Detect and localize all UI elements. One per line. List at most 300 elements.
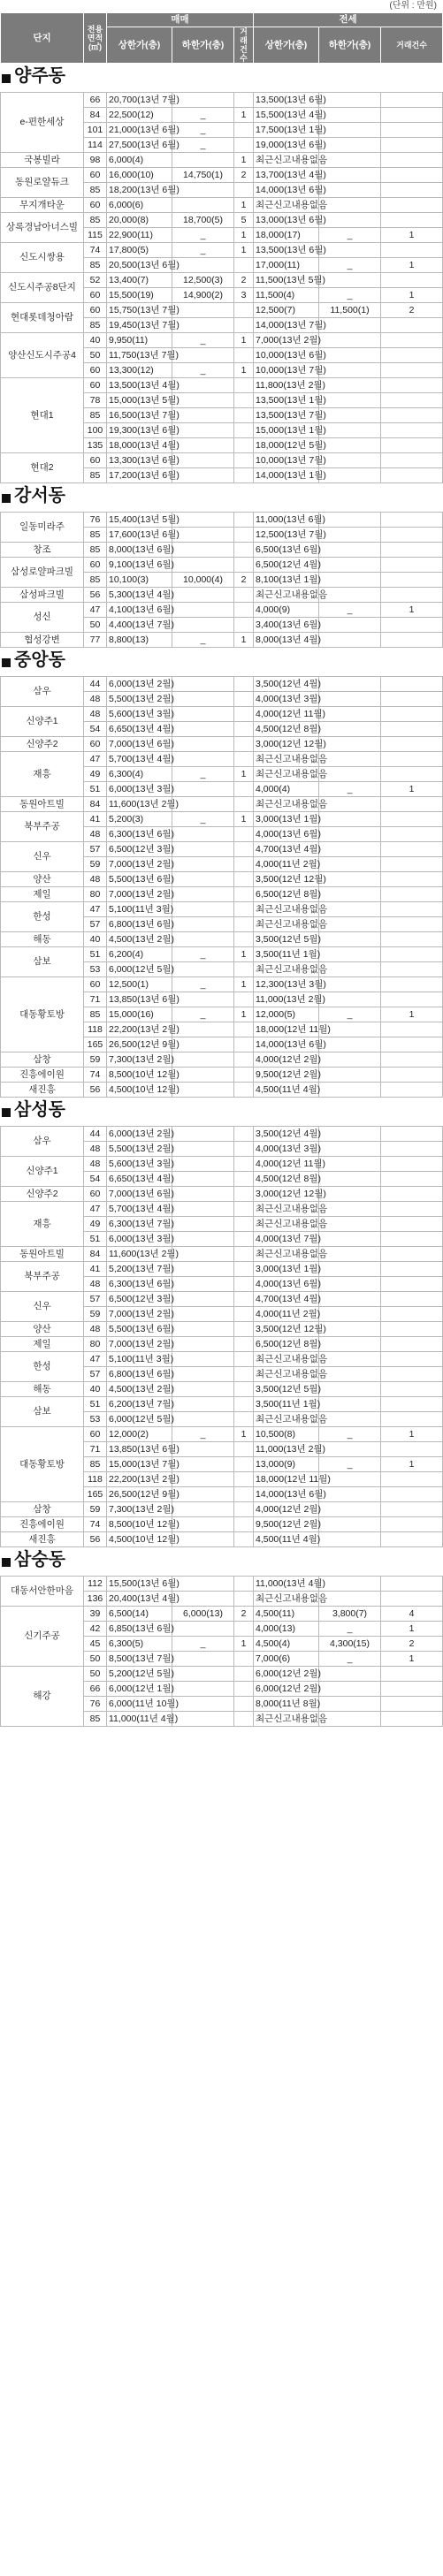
cell-jeonse-upper: 6,500(12년 4월): [254, 558, 319, 573]
cell-area: 51: [84, 1232, 107, 1247]
cell-jeonse-count: [381, 962, 443, 977]
cell-jeonse-count: [381, 1517, 443, 1532]
cell-sale-upper: 4,400(13년 7월): [107, 618, 172, 633]
cell-complex: 한성: [1, 902, 84, 932]
cell-jeonse-lower: _: [319, 258, 381, 273]
cell-sale-count: [234, 992, 254, 1007]
cell-jeonse-upper: 7,000(13년 2월): [254, 333, 319, 348]
section-table: [0, 1126, 443, 1547]
header-jeonse-lower: 하한가(층): [319, 27, 381, 64]
cell-sale-upper: 5,600(13년 3월): [107, 1157, 172, 1172]
cell-area: 48: [84, 827, 107, 842]
cell-area: 85: [84, 318, 107, 333]
cell-jeonse-upper: 10,000(13년 7월): [254, 453, 319, 468]
cell-jeonse-upper: 3,000(13년 1월): [254, 812, 319, 827]
cell-jeonse-upper: 4,500(11년 4월): [254, 1083, 319, 1098]
table-row: [1, 588, 443, 603]
cell-jeonse-lower: [319, 1127, 381, 1142]
cell-jeonse-upper: 3,500(11년 1월): [254, 947, 319, 962]
cell-jeonse-upper: 3,000(12년 12월): [254, 1187, 319, 1202]
table-row: [1, 932, 443, 947]
cell-jeonse-upper: 10,500(8): [254, 1427, 319, 1442]
cell-jeonse-lower: [319, 453, 381, 468]
table-row: [1, 333, 443, 348]
cell-jeonse-lower: [319, 1142, 381, 1157]
header-sale-lower: 하한가(층): [172, 27, 234, 64]
table-row: [1, 812, 443, 827]
cell-sale-upper: 9,950(11): [107, 333, 172, 348]
cell-jeonse-upper: 10,000(13년 6월): [254, 348, 319, 363]
cell-sale-count: [234, 513, 254, 528]
cell-area: 85: [84, 1712, 107, 1727]
cell-sale-upper: 6,000(13년 2월): [107, 1127, 172, 1142]
cell-sale-upper: 6,650(13년 4월): [107, 1172, 172, 1187]
cell-sale-count: [234, 1157, 254, 1172]
cell-complex: 양산: [1, 872, 84, 887]
cell-jeonse-lower: [319, 812, 381, 827]
cell-jeonse-upper: 최근신고내용없음: [254, 1352, 319, 1367]
cell-jeonse-upper: 4,000(12년 2월): [254, 1502, 319, 1517]
cell-jeonse-upper: 4,000(12년 11월): [254, 1157, 319, 1172]
cell-sale-lower: [172, 1202, 234, 1217]
header-area: 전용면적(㎡): [84, 13, 107, 64]
cell-jeonse-lower: [319, 438, 381, 453]
cell-sale-upper: 22,500(12): [107, 108, 172, 123]
cell-jeonse-count: [381, 797, 443, 812]
cell-jeonse-lower: [319, 992, 381, 1007]
cell-jeonse-count: [381, 917, 443, 932]
cell-sale-count: [234, 887, 254, 902]
cell-area: 47: [84, 603, 107, 618]
cell-jeonse-upper: 4,700(13년 4월): [254, 842, 319, 857]
table-row: [1, 1577, 443, 1592]
cell-jeonse-count: [381, 1367, 443, 1382]
cell-sale-lower: _: [172, 633, 234, 648]
cell-jeonse-count: 1: [381, 258, 443, 273]
cell-jeonse-lower: [319, 633, 381, 648]
cell-complex: 동원아트빌: [1, 1247, 84, 1262]
cell-area: 56: [84, 1532, 107, 1547]
cell-sale-count: [234, 603, 254, 618]
cell-sale-count: [234, 1517, 254, 1532]
cell-sale-upper: 26,500(12년 9월): [107, 1037, 172, 1052]
section-1: [0, 483, 442, 648]
cell-sale-upper: 20,400(13년 4월): [107, 1592, 172, 1607]
cell-jeonse-lower: [319, 857, 381, 872]
cell-sale-count: [234, 692, 254, 707]
table-row: [1, 558, 443, 573]
cell-area: 74: [84, 243, 107, 258]
cell-jeonse-upper: 14,000(13년 1월): [254, 468, 319, 483]
cell-sale-count: [234, 438, 254, 453]
cell-sale-count: 1: [234, 812, 254, 827]
cell-sale-count: [234, 348, 254, 363]
cell-jeonse-lower: [319, 827, 381, 842]
cell-sale-upper: 22,200(13년 2월): [107, 1472, 172, 1487]
cell-sale-upper: 8,000(13년 6월): [107, 543, 172, 558]
cell-jeonse-count: [381, 1712, 443, 1727]
cell-jeonse-count: [381, 1068, 443, 1083]
cell-complex: 삼성파크빌: [1, 588, 84, 603]
square-bullet-icon: [2, 658, 11, 667]
cell-area: 44: [84, 1127, 107, 1142]
table-row: [1, 633, 443, 648]
cell-jeonse-count: [381, 992, 443, 1007]
cell-sale-upper: 7,000(13년 6월): [107, 737, 172, 752]
cell-sale-lower: [172, 1083, 234, 1098]
cell-sale-upper: 7,000(13년 2월): [107, 1337, 172, 1352]
cell-jeonse-count: [381, 1487, 443, 1502]
cell-jeonse-count: 2: [381, 303, 443, 318]
cell-sale-upper: 26,500(12년 9월): [107, 1487, 172, 1502]
cell-sale-upper: 6,500(12년 3월): [107, 842, 172, 857]
cell-sale-upper: 6,650(13년 4월): [107, 722, 172, 737]
cell-area: 48: [84, 1142, 107, 1157]
cell-jeonse-count: [381, 168, 443, 183]
cell-complex: 신양주1: [1, 707, 84, 737]
cell-complex: 신양주2: [1, 1187, 84, 1202]
cell-sale-upper: 19,450(13년 7월): [107, 318, 172, 333]
header-jeonse-count: 거래건수: [381, 27, 443, 64]
cell-sale-lower: [172, 1487, 234, 1502]
cell-jeonse-upper: 13,500(13년 7월): [254, 408, 319, 423]
cell-sale-lower: [172, 1622, 234, 1637]
cell-sale-upper: 15,000(13년 7월): [107, 1457, 172, 1472]
cell-complex: 대동서안한마음: [1, 1577, 84, 1607]
cell-jeonse-lower: [319, 1172, 381, 1187]
cell-sale-upper: 6,500(14): [107, 1607, 172, 1622]
cell-area: 98: [84, 153, 107, 168]
cell-sale-lower: [172, 1682, 234, 1697]
section-table: [0, 676, 443, 1098]
cell-sale-count: 1: [234, 363, 254, 378]
cell-jeonse-count: [381, 752, 443, 767]
cell-complex: 해강: [1, 1667, 84, 1727]
cell-jeonse-count: [381, 1397, 443, 1412]
cell-jeonse-lower: [319, 1157, 381, 1172]
cell-sale-upper: 11,600(13년 2월): [107, 797, 172, 812]
cell-area: 57: [84, 842, 107, 857]
cell-area: 52: [84, 273, 107, 288]
cell-jeonse-upper: 최근신고내용없음: [254, 962, 319, 977]
cell-jeonse-upper: 3,500(12년 5월): [254, 932, 319, 947]
table-row: [1, 378, 443, 393]
cell-sale-count: 1: [234, 198, 254, 213]
cell-sale-upper: 5,600(13년 3월): [107, 707, 172, 722]
cell-area: 101: [84, 123, 107, 138]
cell-jeonse-upper: 4,000(13): [254, 1622, 319, 1637]
table-row: [1, 1382, 443, 1397]
cell-jeonse-upper: 4,500(11년 4월): [254, 1532, 319, 1547]
cell-sale-count: [234, 1187, 254, 1202]
cell-sale-count: [234, 1217, 254, 1232]
cell-sale-count: [234, 1232, 254, 1247]
cell-jeonse-upper: 18,000(12년 11월): [254, 1472, 319, 1487]
cell-sale-lower: [172, 737, 234, 752]
cell-sale-lower: [172, 917, 234, 932]
cell-jeonse-count: [381, 827, 443, 842]
section-title-text: 삼숭동: [14, 1550, 65, 1569]
table-row: [1, 752, 443, 767]
cell-complex: 창조: [1, 543, 84, 558]
cell-area: 60: [84, 363, 107, 378]
cell-jeonse-lower: [319, 1487, 381, 1502]
cell-complex: 신도시쌍용: [1, 243, 84, 273]
cell-jeonse-lower: [319, 902, 381, 917]
cell-jeonse-count: [381, 692, 443, 707]
cell-complex: 해동: [1, 932, 84, 947]
cell-sale-upper: 13,850(13년 6월): [107, 1442, 172, 1457]
cell-sale-lower: [172, 1262, 234, 1277]
cell-jeonse-upper: 15,000(13년 1월): [254, 423, 319, 438]
cell-complex: 새진흥: [1, 1532, 84, 1547]
cell-sale-lower: [172, 318, 234, 333]
cell-sale-lower: [172, 692, 234, 707]
cell-jeonse-upper: 최근신고내용없음: [254, 588, 319, 603]
cell-area: 80: [84, 887, 107, 902]
cell-jeonse-lower: [319, 977, 381, 992]
cell-area: 42: [84, 1622, 107, 1637]
cell-jeonse-lower: [319, 1202, 381, 1217]
cell-sale-lower: [172, 603, 234, 618]
cell-jeonse-count: 1: [381, 288, 443, 303]
cell-jeonse-lower: [319, 423, 381, 438]
cell-sale-count: 1: [234, 1007, 254, 1022]
table-row: [1, 797, 443, 812]
cell-jeonse-lower: [319, 1412, 381, 1427]
cell-jeonse-count: [381, 737, 443, 752]
cell-jeonse-count: [381, 408, 443, 423]
cell-jeonse-upper: 3,500(12년 5월): [254, 1382, 319, 1397]
cell-jeonse-count: [381, 348, 443, 363]
cell-sale-lower: [172, 1052, 234, 1068]
cell-sale-upper: 5,500(13년 6월): [107, 1322, 172, 1337]
cell-area: 48: [84, 1157, 107, 1172]
cell-jeonse-lower: [319, 573, 381, 588]
cell-sale-count: [234, 1577, 254, 1592]
cell-sale-count: [234, 1142, 254, 1157]
cell-jeonse-lower: [319, 183, 381, 198]
cell-sale-count: 2: [234, 168, 254, 183]
cell-jeonse-upper: 4,000(13년 3월): [254, 1142, 319, 1157]
cell-sale-lower: [172, 258, 234, 273]
cell-area: 74: [84, 1517, 107, 1532]
cell-sale-upper: 6,850(13년 6월): [107, 1622, 172, 1637]
cell-sale-count: [234, 1307, 254, 1322]
cell-sale-upper: 4,500(13년 2월): [107, 932, 172, 947]
cell-sale-count: [234, 782, 254, 797]
cell-sale-count: 3: [234, 288, 254, 303]
cell-jeonse-upper: 11,500(13년 5월): [254, 273, 319, 288]
cell-jeonse-count: [381, 243, 443, 258]
section-2: [0, 648, 442, 1098]
table-row: [1, 677, 443, 692]
table-row: [1, 603, 443, 618]
cell-sale-lower: [172, 1457, 234, 1472]
square-bullet-icon: [2, 1558, 11, 1567]
cell-sale-count: [234, 1412, 254, 1427]
cell-jeonse-count: [381, 1262, 443, 1277]
cell-jeonse-count: [381, 947, 443, 962]
cell-sale-count: [234, 303, 254, 318]
cell-sale-upper: 6,300(4): [107, 767, 172, 782]
cell-sale-upper: 5,700(13년 4월): [107, 1202, 172, 1217]
cell-jeonse-upper: 14,000(13년 6월): [254, 1037, 319, 1052]
cell-sale-count: [234, 1068, 254, 1083]
header-sale: 매매: [107, 13, 254, 27]
cell-jeonse-count: [381, 1442, 443, 1457]
cell-jeonse-upper: 4,000(12년 2월): [254, 1052, 319, 1068]
cell-jeonse-count: [381, 1577, 443, 1592]
cell-sale-lower: [172, 1157, 234, 1172]
cell-jeonse-lower: [319, 692, 381, 707]
cell-sale-count: [234, 468, 254, 483]
sections-container: [0, 64, 442, 1727]
cell-jeonse-upper: 3,500(12년 12월): [254, 872, 319, 887]
cell-jeonse-count: [381, 123, 443, 138]
cell-sale-count: [234, 1592, 254, 1607]
cell-area: 118: [84, 1472, 107, 1487]
cell-sale-lower: [172, 1352, 234, 1367]
cell-sale-lower: [172, 1517, 234, 1532]
cell-sale-count: [234, 1083, 254, 1098]
table-row: [1, 213, 443, 228]
cell-sale-lower: _: [172, 947, 234, 962]
cell-jeonse-lower: [319, 1247, 381, 1262]
cell-sale-count: [234, 1352, 254, 1367]
cell-sale-lower: 10,000(4): [172, 573, 234, 588]
cell-jeonse-lower: [319, 1337, 381, 1352]
cell-sale-lower: [172, 1412, 234, 1427]
cell-area: 85: [84, 408, 107, 423]
section-table: [0, 92, 443, 483]
table-row: [1, 243, 443, 258]
cell-sale-lower: [172, 1022, 234, 1037]
cell-jeonse-upper: 최근신고내용없음: [254, 1592, 319, 1607]
cell-sale-lower: [172, 1502, 234, 1517]
cell-sale-count: [234, 1337, 254, 1352]
cell-sale-count: 5: [234, 213, 254, 228]
cell-jeonse-lower: [319, 273, 381, 288]
cell-area: 47: [84, 1352, 107, 1367]
cell-complex: 삼우: [1, 1127, 84, 1157]
cell-sale-count: 1: [234, 977, 254, 992]
cell-sale-lower: [172, 707, 234, 722]
cell-jeonse-count: [381, 318, 443, 333]
cell-sale-lower: [172, 378, 234, 393]
section-0: [0, 64, 442, 483]
cell-jeonse-upper: 13,500(13년 1월): [254, 393, 319, 408]
cell-sale-lower: [172, 513, 234, 528]
cell-jeonse-count: [381, 1502, 443, 1517]
cell-jeonse-lower: [319, 588, 381, 603]
cell-jeonse-lower: [319, 1232, 381, 1247]
cell-sale-count: 2: [234, 1607, 254, 1622]
cell-jeonse-lower: [319, 528, 381, 543]
cell-sale-count: [234, 1667, 254, 1682]
cell-sale-lower: [172, 468, 234, 483]
cell-jeonse-lower: [319, 558, 381, 573]
cell-jeonse-upper: 4,000(12년 11월): [254, 707, 319, 722]
table-row: [1, 1352, 443, 1367]
cell-complex: 삼성로얄파크빌: [1, 558, 84, 588]
cell-jeonse-lower: [319, 1217, 381, 1232]
cell-sale-upper: 6,000(4): [107, 153, 172, 168]
cell-jeonse-count: [381, 1412, 443, 1427]
cell-jeonse-lower: _: [319, 1427, 381, 1442]
table-row: [1, 1322, 443, 1337]
cell-sale-upper: 16,000(10): [107, 168, 172, 183]
cell-sale-lower: [172, 1037, 234, 1052]
cell-sale-count: [234, 1202, 254, 1217]
cell-sale-upper: 8,800(13): [107, 633, 172, 648]
cell-area: 100: [84, 423, 107, 438]
cell-jeonse-upper: 13,000(9): [254, 1457, 319, 1472]
cell-jeonse-upper: 최근신고내용없음: [254, 767, 319, 782]
cell-jeonse-upper: 14,000(13년 6월): [254, 1487, 319, 1502]
cell-sale-lower: [172, 303, 234, 318]
cell-area: 60: [84, 168, 107, 183]
cell-sale-lower: [172, 348, 234, 363]
cell-sale-lower: [172, 857, 234, 872]
cell-sale-count: [234, 1697, 254, 1712]
cell-sale-lower: [172, 453, 234, 468]
cell-jeonse-lower: [319, 737, 381, 752]
cell-area: 40: [84, 333, 107, 348]
cell-jeonse-count: 1: [381, 1007, 443, 1022]
cell-sale-upper: 4,500(10년 12월): [107, 1532, 172, 1547]
cell-sale-lower: [172, 588, 234, 603]
header-jeonse-upper: 상한가(층): [254, 27, 319, 64]
cell-complex: 재흥: [1, 752, 84, 797]
cell-sale-lower: 14,750(1): [172, 168, 234, 183]
cell-jeonse-count: 1: [381, 1457, 443, 1472]
cell-sale-lower: [172, 408, 234, 423]
cell-complex: 신우: [1, 1292, 84, 1322]
cell-jeonse-count: 1: [381, 1427, 443, 1442]
cell-area: 50: [84, 1667, 107, 1682]
cell-complex: 일동미라주: [1, 513, 84, 543]
cell-sale-count: [234, 393, 254, 408]
cell-sale-lower: [172, 618, 234, 633]
cell-sale-upper: 20,000(8): [107, 213, 172, 228]
cell-sale-count: [234, 707, 254, 722]
section-title: [0, 648, 442, 676]
cell-area: 76: [84, 513, 107, 528]
cell-sale-count: 1: [234, 1427, 254, 1442]
cell-jeonse-lower: [319, 1382, 381, 1397]
cell-jeonse-lower: [319, 1322, 381, 1337]
cell-jeonse-lower: [319, 962, 381, 977]
cell-sale-lower: [172, 93, 234, 108]
cell-sale-upper: 6,000(13년 3월): [107, 1232, 172, 1247]
cell-sale-count: 1: [234, 333, 254, 348]
cell-jeonse-lower: [319, 1052, 381, 1068]
cell-area: 60: [84, 288, 107, 303]
unit-note: (단위 : 만원): [389, 1, 437, 11]
header-jeonse: 전세: [254, 13, 443, 27]
table-row: [1, 1187, 443, 1202]
cell-sale-lower: _: [172, 1427, 234, 1442]
cell-jeonse-lower: [319, 1517, 381, 1532]
cell-sale-upper: 19,300(13년 6월): [107, 423, 172, 438]
cell-sale-upper: 22,900(11): [107, 228, 172, 243]
cell-sale-upper: 16,500(13년 7월): [107, 408, 172, 423]
cell-area: 57: [84, 1367, 107, 1382]
cell-jeonse-lower: [319, 1262, 381, 1277]
cell-sale-lower: _: [172, 1637, 234, 1652]
cell-complex: 양산: [1, 1322, 84, 1337]
